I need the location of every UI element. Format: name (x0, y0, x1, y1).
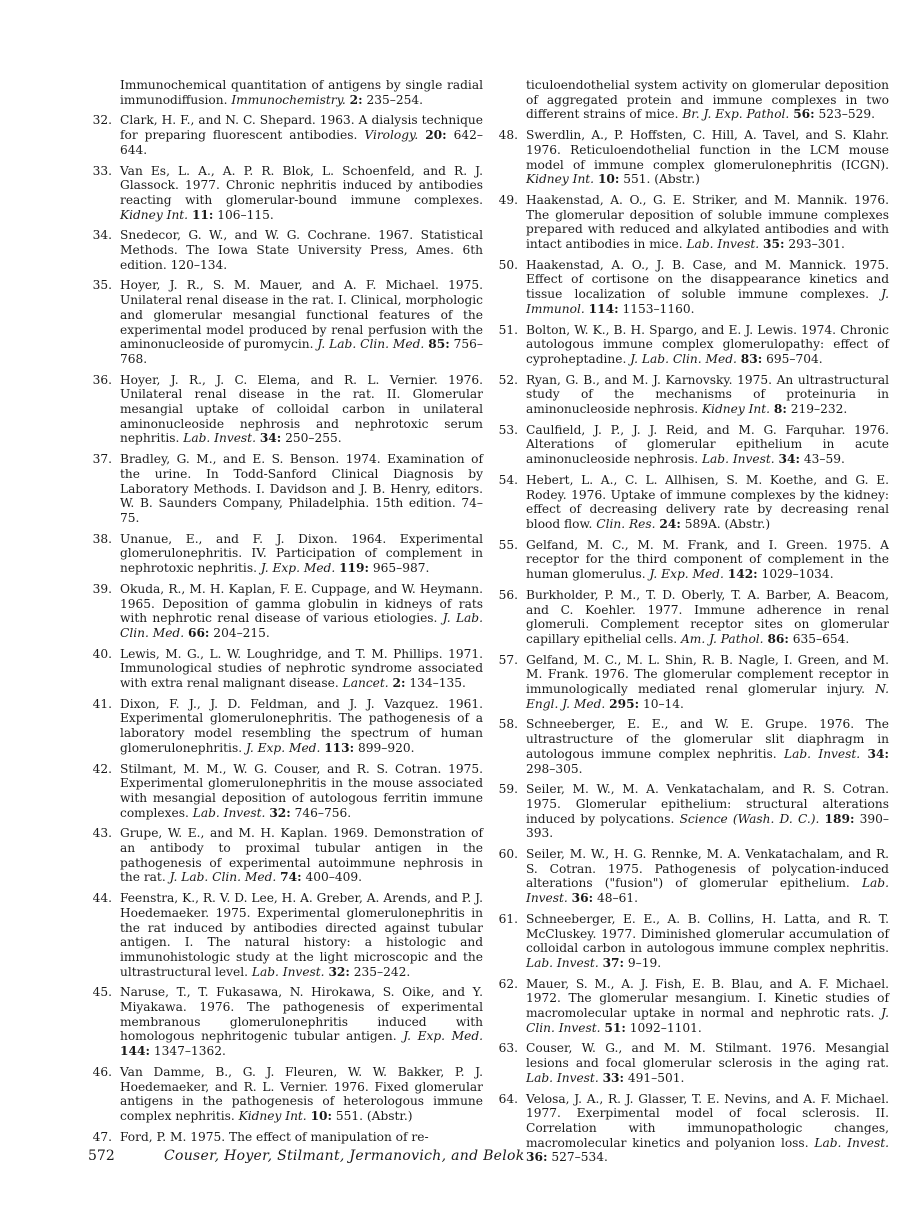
pages: 235–254. (362, 92, 424, 107)
reference-number: 57. (498, 652, 518, 667)
pages: 695–704. (762, 351, 823, 366)
volume: 113: (324, 740, 355, 755)
pages: 635–654. (788, 631, 850, 646)
reference-number: 54. (498, 472, 518, 487)
volume: 86: (767, 631, 789, 646)
pages: 589A. (Abstr.) (680, 516, 771, 531)
reference-entry (88, 164, 483, 223)
reference-text: Naruse, T., T. Fukasawa, N. Hirokawa, S. Oike, and Y. Miyakawa. 1976. The pathogenesis of experimental membranous glomerulonephritis induced with homologous nephritogenic tubular antigen. (120, 985, 483, 1044)
reference-number: 48. (498, 128, 518, 143)
reference-entry (88, 762, 483, 821)
pages: 10–14. (639, 696, 684, 711)
volume: 32: (328, 964, 350, 979)
reference-text: Couser, W. G., and M. M. Stilmant. 1976. Mesangial lesions and focal glomerular sclerosis in the aging rat. (526, 1041, 889, 1071)
reference-column-right (494, 78, 889, 1171)
reference-entry (88, 113, 483, 157)
journal-name: Lab. Invest. (526, 1070, 599, 1085)
reference-text: Clark, H. F., and N. C. Shepard. 1963. A dialysis technique for preparing fluorescent antibodies. (120, 113, 483, 143)
volume: 24: (659, 516, 681, 531)
reference-text: Seiler, M. W., M. A. Venkatachalam, and R. S. Cotran. 1975. Glomerular epithelium: structural alterations induced by polycations. (526, 782, 889, 826)
pages: 1347–1362. (149, 1044, 226, 1059)
reference-number: 52. (498, 372, 518, 387)
reference-number: 37. (92, 452, 112, 467)
reference-entry (494, 912, 889, 971)
reference-entry (88, 985, 483, 1059)
reference-number: 49. (498, 192, 518, 207)
reference-number: 36. (92, 372, 112, 387)
volume: 37: (602, 955, 625, 970)
reference-number: 51. (498, 322, 518, 337)
journal-name: J. Lab. Clin. Med. (317, 337, 425, 352)
reference-number: 35. (92, 278, 112, 293)
reference-entry (494, 373, 889, 417)
reference-text: Unanue, E., and F. J. Dixon. 1964. Experimental glomerulonephritis. IV. Participation of complement in nephrotoxic nephritis. (120, 531, 483, 576)
volume: 119: (339, 561, 370, 576)
pages: 134–135. (405, 676, 466, 691)
journal-name: J. Exp. Med. (403, 1029, 483, 1044)
reference-text: Ford, P. M. 1975. The effect of manipulation of re- (120, 1129, 429, 1144)
journal-name: Immunochemistry. (231, 92, 346, 107)
reference-number: 32. (92, 113, 112, 128)
journal-name: J. Exp. Med. (245, 740, 321, 755)
reference-text: Schneeberger, E. E., and W. E. Grupe. 1976. The ultrastructure of the glomerular slit diaphragm in autologous immune complex nephritis. (526, 717, 889, 761)
journal-name: Lab. Invest. (192, 805, 266, 820)
journal-name: N. Engl. J. Med. (526, 682, 889, 711)
volume: 34: (867, 746, 889, 761)
journal-name: Lab. Invest. (526, 876, 889, 906)
reference-number: 41. (92, 696, 112, 711)
pages: 204–215. (209, 625, 270, 640)
reference-entry (494, 1041, 889, 1085)
volume: 114: (588, 301, 619, 316)
journal-name: Kidney Int. (701, 402, 771, 417)
reference-number: 64. (498, 1091, 518, 1106)
pages: 899–920. (354, 740, 415, 755)
pages: 523–529. (814, 107, 876, 122)
reference-text: Snedecor, G. W., and W. G. Cochrane. 1967. Statistical Methods. The Iowa State University Press, Ames. 6th edition. 120–134. (120, 228, 483, 272)
volume: 295: (609, 696, 640, 711)
reference-number: 58. (498, 717, 518, 732)
reference-number: 55. (498, 537, 518, 552)
reference-column-left (88, 78, 483, 1150)
volume: 33: (602, 1070, 625, 1085)
reference-entry (88, 647, 483, 691)
journal-name: Lab. Invest. (686, 237, 760, 252)
journal-name: Lab. Invest. (526, 955, 599, 970)
reference-entry (494, 128, 889, 187)
reference-number: 40. (92, 646, 112, 661)
reference-text: Schneeberger, E. E., A. B. Collins, H. Latta, and R. T. McCluskey. 1977. Diminished glomerular accumulation of colloidal carbon in autologous immune complex nephritis. (526, 911, 889, 956)
journal-name: Kidney Int. (526, 172, 595, 187)
reference-text: Swerdlin, A., P. Hoffsten, C. Hill, A. Tavel, and S. Klahr. 1976. Reticuloendothelial function in the LCM mouse model of immune complex glomerulonephritis (ICGN). (526, 128, 889, 172)
journal-name: Clin. Res. (596, 516, 656, 531)
volume: 2: (392, 676, 406, 691)
reference-text: Gelfand, M. C., M. L. Shin, R. B. Nagle, I. Green, and M. M. Frank. 1976. The glomerular complement receptor in immunologically mediated renal glomerular injury. (526, 652, 889, 697)
reference-entry (88, 452, 483, 526)
reference-text: Bolton, W. K., B. H. Spargo, and E. J. Lewis. 1974. Chronic autologous immune complex glomerulopathy: effect of cyproheptadine. (526, 322, 889, 366)
pages: 491–501. (624, 1070, 685, 1085)
running-head: Couser, Hoyer, Stilmant, Jermanovich, and Belok (164, 1148, 525, 1164)
reference-text: ticuloendothelial system activity on glomerular deposition of aggregated protein and immune complexes in two different strains of mice. (526, 78, 889, 122)
pages: 551. (Abstr.) (619, 172, 700, 187)
reference-number: 60. (498, 847, 518, 862)
reference-entry (88, 1130, 483, 1145)
volume: 8: (773, 402, 787, 417)
reference-number: 53. (498, 422, 518, 437)
pages: 746–756. (290, 805, 352, 820)
reference-text: Stilmant, M. M., W. G. Couser, and R. S. Cotran. 1975. Experimental glomerulonephritis in the mouse associated with mesangial deposition of autologous ferritin immune complexes. (120, 761, 483, 820)
reference-text: Haakenstad, A. O., J. B. Case, and M. Mannick. 1975. Effect of cortisone on the disappearance kinetics and tissue localization of soluble immune complexes. (526, 257, 889, 302)
journal-name: Br. J. Exp. Pathol. (682, 107, 790, 122)
pages: 235–242. (349, 964, 411, 979)
reference-text: Okuda, R., M. H. Kaplan, F. E. Cuppage, and W. Heymann. 1965. Deposition of gamma globulin in kidneys of rats with nephrotic renal disease of various etiologies. (120, 581, 483, 626)
reference-entry (88, 891, 483, 979)
volume: 66: (187, 625, 210, 640)
reference-number: 62. (498, 976, 518, 991)
reference-number: 56. (498, 587, 518, 602)
journal-name: Lab. Invest. (784, 746, 861, 761)
pages: 551. (Abstr.) (332, 1109, 413, 1123)
reference-entry (88, 826, 483, 885)
journal-name: Virology. (364, 128, 419, 143)
journal-name: Lancet. (342, 676, 389, 691)
reference-entry (88, 373, 483, 447)
journal-name: J. Lab. Clin. Med. (120, 611, 483, 640)
reference-entry (88, 78, 483, 107)
reference-entry (88, 278, 483, 366)
volume: 11: (191, 207, 214, 222)
reference-text: Hebert, L. A., C. L. Allhisen, S. M. Koethe, and G. E. Rodey. 1976. Uptake of immune complexes by the kidney: effect of decreasing delivery rate by decreasing renal blood flow. (526, 472, 889, 531)
journal-name: Kidney Int. (238, 1109, 307, 1123)
pages: 390–393. (526, 811, 890, 841)
volume: 56: (793, 107, 815, 122)
reference-text: Gelfand, M. C., M. M. Frank, and I. Green. 1975. A receptor for the third component of complement in the human glomerulus. (526, 537, 889, 582)
volume: 32: (269, 805, 291, 820)
pages: 642–644. (120, 128, 483, 157)
volume: 36: (571, 891, 594, 906)
reference-number: 44. (92, 891, 112, 906)
reference-text: Haakenstad, A. O., G. E. Striker, and M. Mannik. 1976. The glomerular deposition of soluble immune complexes prepared with reduced and alkylated antibodies and with intact antibodies in mice. (526, 192, 889, 252)
reference-entry (494, 538, 889, 582)
journal-name: J. Immunol. (526, 287, 889, 316)
volume: 83: (740, 351, 763, 366)
reference-entry (494, 717, 889, 776)
reference-entry (494, 78, 889, 122)
reference-number: 59. (498, 782, 518, 797)
reference-entry (88, 697, 483, 756)
reference-text: Grupe, W. E., and M. H. Kaplan. 1969. Demonstration of an antibody to proximal tubular antigen in the pathogenesis of experimental autoimmune nephrosis in the rat. (120, 826, 483, 885)
pages: 9–19. (624, 955, 662, 970)
reference-entry (494, 782, 889, 841)
reference-number: 38. (92, 531, 112, 546)
reference-entry (88, 228, 483, 272)
volume: 2: (349, 92, 363, 107)
pages: 965–987. (369, 561, 430, 576)
pages: 219–232. (786, 402, 848, 417)
volume: 10: (597, 172, 620, 187)
volume: 35: (763, 237, 785, 252)
journal-name: J. Exp. Med. (260, 561, 336, 576)
journal-name: J. Clin. Invest. (526, 1006, 889, 1035)
reference-text: Velosa, J. A., R. J. Glasser, T. E. Nevins, and A. F. Michael. 1977. Exerpimental model of focal sclerosis. II. Correlation with immunopathologic changes, macromolecular kinetics and polyanion loss. (526, 1091, 889, 1150)
reference-text: Immunochemical quantitation of antigens by single radial immunodiffusion. (120, 78, 483, 107)
volume: 144: (120, 1044, 150, 1059)
journal-name: Am. J. Pathol. (680, 631, 764, 646)
volume: 10: (310, 1109, 333, 1123)
reference-entry (494, 653, 889, 712)
volume: 85: (428, 337, 450, 352)
reference-entry (494, 193, 889, 252)
reference-entry (494, 847, 889, 906)
reference-text: Ryan, G. B., and M. J. Karnovsky. 1975. An ultrastructural study of the mechanisms of proteinuria in aminonucleoside nephrosis. (526, 372, 889, 417)
journal-name: J. Exp. Med. (649, 567, 724, 582)
volume: 74: (280, 870, 302, 885)
reference-text: Feenstra, K., R. V. D. Lee, H. A. Greber, A. Arends, and P. J. Hoedemaeker. 1975. Experimental glomerulonephritis in the rat induced by antibodies directed against tubular antigen. I. The natural history: a histologic and immunohistologic study at the light microscopic and the ultrastructural level. (120, 891, 483, 979)
reference-number: 43. (92, 826, 112, 841)
journal-name: J. Lab. Clin. Med. (630, 351, 737, 366)
volume: 142: (727, 567, 758, 582)
volume: 189: (824, 811, 855, 826)
journal-name: Lab. Invest. (814, 1135, 889, 1150)
volume: 36: (526, 1150, 548, 1165)
pages: 400–409. (301, 870, 362, 885)
journal-name: Lab. Invest. (701, 452, 775, 467)
reference-entry (88, 582, 483, 641)
reference-text: Hoyer, J. R., S. M. Mauer, and A. F. Michael. 1975. Unilateral renal disease in the rat. I. Clinical, morphologic and glomerular mesangial functional features of the experimental model produced by renal perfusion with the aminonucleoside of puromycin. (120, 278, 483, 352)
journal-name: J. Lab. Clin. Med. (169, 870, 277, 885)
pages: 250–255. (281, 431, 342, 446)
reference-number: 61. (498, 911, 518, 926)
reference-number: 39. (92, 581, 112, 596)
reference-entry (494, 1092, 889, 1166)
reference-entry (88, 532, 483, 576)
journal-name: Lab. Invest. (251, 964, 325, 979)
reference-text: Caulfield, J. P., J. J. Reid, and M. G. Farquhar. 1976. Alterations of glomerular epithelium in acute aminonucleoside nephrosis. (526, 422, 889, 467)
reference-text: Van Damme, B., G. J. Fleuren, W. W. Bakker, P. J. Hoedemaeker, and R. L. Vernier. 1976. Fixed glomerular antigens in the pathogenesis of heterologous immune complex nephritis. (120, 1064, 483, 1123)
volume: 34: (259, 431, 282, 446)
reference-entry (494, 258, 889, 317)
reference-number: 63. (498, 1041, 518, 1056)
volume: 51: (604, 1020, 626, 1035)
pages: 1092–1101. (625, 1020, 702, 1035)
page-number: 572 (88, 1148, 115, 1164)
pages: 106–115. (213, 207, 274, 222)
reference-number: 50. (498, 257, 518, 272)
reference-text: Bradley, G. M., and E. S. Benson. 1974. Examination of the urine. In Todd-Sanford Clinical Diagnosis by Laboratory Methods. I. Davidson and J. B. Henry, editors. W. B. Saunders Company, Philadelphia. 15th edition. 74–75. (120, 452, 483, 525)
reference-entry (494, 977, 889, 1036)
reference-number: 33. (92, 163, 112, 178)
reference-entry (88, 1065, 483, 1124)
reference-entry (494, 423, 889, 467)
volume: 34: (778, 452, 800, 467)
reference-text: Lewis, M. G., L. W. Loughridge, and T. M. Phillips. 1971. Immunological studies of nephrotic syndrome associated with extra renal malignant disease. (120, 646, 483, 691)
reference-text: Seiler, M. W., H. G. Rennke, M. A. Venkatachalam, and R. S. Cotran. 1975. Pathogenesis of polycation-induced alterations ("fusion") of glomerular epithelium. (526, 847, 889, 891)
pages: 527–534. (547, 1150, 608, 1165)
pages: 1029–1034. (757, 567, 834, 582)
reference-entry (494, 473, 889, 532)
reference-text: Burkholder, P. M., T. D. Oberly, T. A. Barber, A. Beacom, and C. Koehler. 1977. Immune adherence in renal glomeruli. Complement receptor sites on glomerular capillary epithelial cells. (526, 587, 889, 646)
reference-number: 45. (92, 985, 112, 1000)
reference-number: 34. (92, 228, 112, 243)
reference-text: Hoyer, J. R., J. C. Elema, and R. L. Vernier. 1976. Unilateral renal disease in the rat. II. Glomerular mesangial uptake of colloidal carbon in unilateral aminonucleoside nephrosis and nephrotoxic serum nephritis. (120, 372, 483, 446)
reference-text: Mauer, S. M., A. J. Fish, E. B. Blau, and A. F. Michael. 1972. The glomerular mesangium. I. Kinetic studies of macromolecular uptake in normal and nephrotic rats. (526, 976, 889, 1021)
journal-name: Science (Wash. D. C.). (679, 811, 820, 826)
reference-entry (494, 323, 889, 367)
pages: 756–768. (120, 337, 483, 366)
reference-entry (494, 588, 889, 647)
reference-number: 46. (92, 1064, 112, 1079)
pages: 298–305. (526, 761, 583, 776)
pages: 1153–1160. (618, 301, 695, 316)
reference-text: Dixon, F. J., J. D. Feldman, and J. J. Vazquez. 1961. Experimental glomerulonephritis. The pathogenesis of a laboratory model resembling the spectrum of human glomerulonephritis. (120, 696, 483, 755)
journal-name: Lab. Invest. (183, 431, 256, 446)
reference-number: 47. (92, 1129, 112, 1144)
pages: 48–61. (593, 891, 638, 906)
pages: 43–59. (800, 452, 845, 467)
pages: 293–301. (784, 237, 845, 252)
volume: 20: (425, 128, 447, 143)
reference-text: Van Es, L. A., A. P. R. Blok, L. Schoenfeld, and R. J. Glassock. 1977. Chronic nephritis induced by antibodies reacting with glomerular-bound immune complexes. (120, 163, 483, 207)
reference-number: 42. (92, 761, 112, 776)
journal-name: Kidney Int. (120, 207, 189, 222)
